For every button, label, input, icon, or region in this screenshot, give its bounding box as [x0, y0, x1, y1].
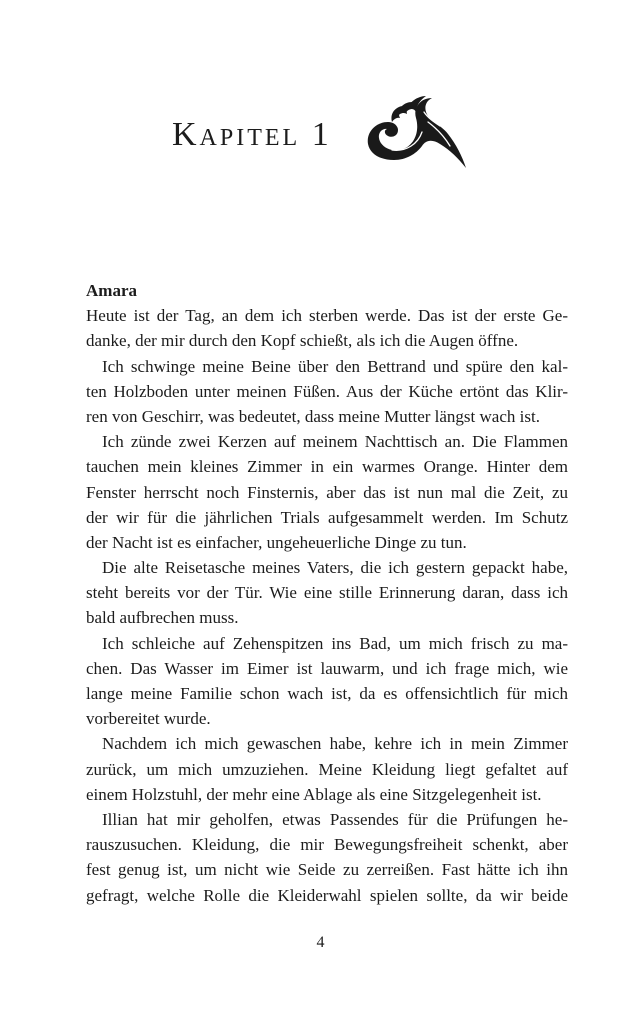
text-line: Heute ist der Tag, an dem ich sterben werde. Das ist der erste Ge- — [86, 306, 568, 326]
text-line: ten Holzboden unter meinen Füßen. Aus der Küche ertönt das Klir- — [86, 381, 568, 401]
text-line: Illian hat mir geholfen, etwas Passendes für die Prüfungen he- — [102, 809, 568, 829]
body-text — [86, 278, 568, 908]
text-line: Nachdem ich mich gewaschen habe, kehre ich in mein Zimmer — [102, 734, 568, 754]
speaker-name: Amara — [86, 281, 137, 300]
text-line: Die alte Reisetasche meines Vaters, die ich gestern gepackt habe, — [102, 558, 568, 578]
page-number: 4 — [316, 934, 325, 951]
text-line: ren von Geschirr, was bedeutet, dass meine Mutter längst wach ist. — [86, 406, 540, 426]
text-line: einem Holzstuhl, der mehr eine Ablage als eine Sitzgelegenheit ist. — [86, 784, 542, 804]
text-line: lange meine Familie schon wach ist, da es offensichtlich für mich — [86, 684, 568, 703]
text-line: Ich schleiche auf Zehenspitzen ins Bad, um mich frisch zu ma- — [102, 633, 568, 653]
text-line: vorbereitet wurde. — [86, 709, 211, 729]
text-line: steht bereits vor der Tür. Wie eine stille Erinnerung daran, dass ich — [86, 583, 568, 603]
text-line: Ich zünde zwei Kerzen auf meinem Nachttisch an. Die Flammen — [102, 432, 568, 452]
text-line: rauszusuchen. Kleidung, die mir Bewegungsfreiheit schenkt, aber — [86, 835, 568, 855]
text-line: Fenster herrscht noch Finsternis, aber das ist nun mal die Zeit, zu — [86, 482, 568, 502]
text-line: bald aufbrechen muss. — [86, 608, 239, 628]
text-line: fest genug ist, um nicht wie Seide zu zerreißen. Fast hätte ich ihn — [86, 860, 568, 880]
text-line: gefragt, welche Rolle die Kleiderwahl spielen sollte, da wir beide — [86, 885, 568, 905]
text-line: Ich schwinge meine Beine über den Bettrand und spüre den kal- — [102, 356, 568, 376]
text-line: tauchen mein kleines Zimmer in ein warmes Orange. Hinter dem — [86, 457, 568, 477]
text-line: der wir für die jährlichen Trials aufgesammelt werden. Im Schutz — [86, 507, 568, 527]
acanthus-flourish-icon — [362, 92, 470, 170]
text-line: der Nacht ist es einfacher, ungeheuerliche Dinge zu tun. — [86, 532, 467, 552]
text-line: chen. Das Wasser im Eimer ist lauwarm, und ich frage mich, wie — [86, 658, 568, 678]
text-line: zurück, um mich umzuziehen. Meine Kleidung liegt gefaltet auf — [86, 759, 568, 779]
text-line: danke, der mir durch den Kopf schießt, als ich die Augen öffne. — [86, 331, 519, 351]
chapter-heading — [172, 110, 332, 160]
chapter-title: Kapitel 1 — [172, 116, 332, 153]
